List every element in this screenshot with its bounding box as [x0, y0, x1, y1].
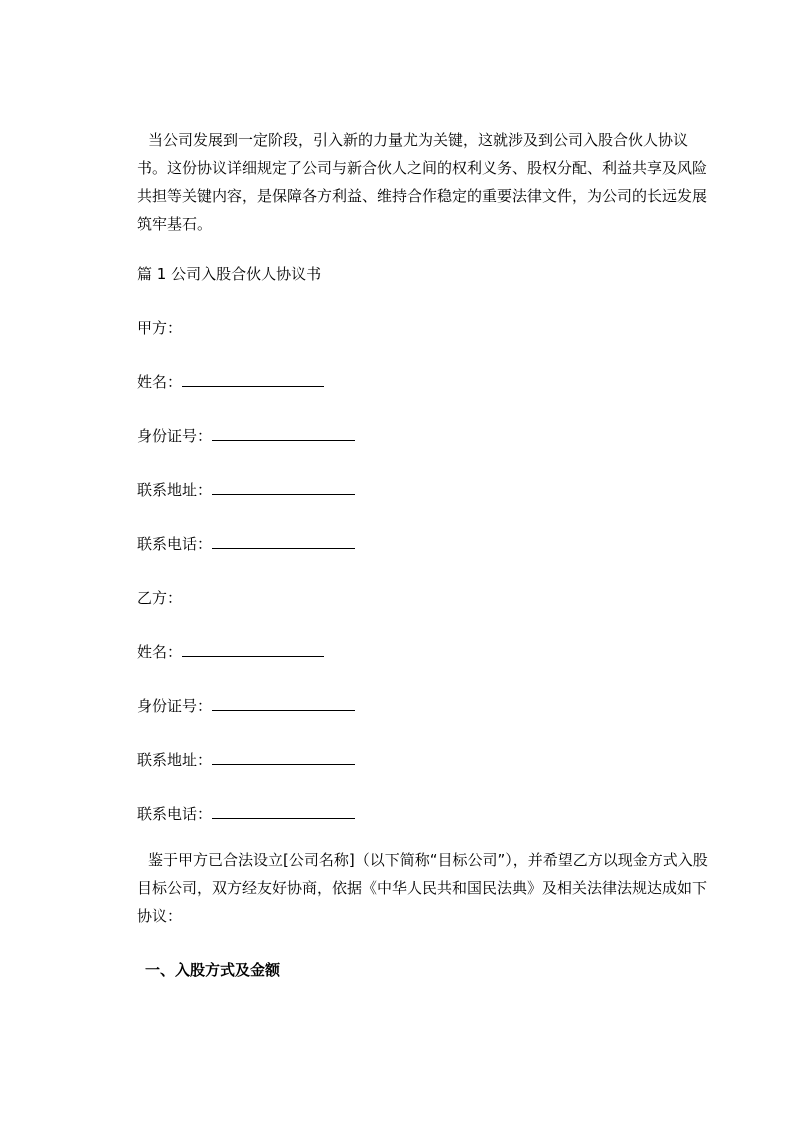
party-b-address-label: 联系地址： — [137, 751, 213, 769]
party-b-name-row — [137, 642, 324, 662]
party-a-address-row — [137, 480, 355, 500]
party-a-name-row — [137, 372, 324, 392]
clause-1-title: 一、入股方式及金额 — [145, 961, 281, 979]
party-b-label: 乙方： — [137, 589, 183, 607]
party-b-id-blank — [212, 696, 355, 711]
party-a-name-blank — [182, 372, 324, 387]
party-a-address-label: 联系地址： — [137, 481, 213, 499]
party-b-phone-row — [137, 804, 355, 824]
party-b-address-row — [137, 750, 355, 770]
party-b-phone-blank — [212, 804, 355, 819]
party-a-phone-row — [137, 534, 355, 554]
party-a-phone-blank — [212, 534, 355, 549]
section-title: 篇 1 公司入股合伙人协议书 — [137, 265, 322, 283]
party-a-id-row — [137, 426, 355, 446]
party-b-phone-label: 联系电话： — [137, 805, 213, 823]
party-a-phone-label: 联系电话： — [137, 535, 213, 553]
party-a-name-label: 姓名： — [137, 373, 183, 391]
party-a-id-blank — [212, 426, 355, 441]
intro-paragraph — [137, 126, 709, 238]
party-a-address-blank — [212, 480, 355, 495]
intro-text: 当公司发展到一定阶段，引入新的力量尤为关键，这就涉及到公司入股合伙人协议书。这份协议详细规定了公司与新合伙人之间的权利义务、股权分配、利益共享及风险共担等关键内容，是保障各方利益、维持合作稳定的重要法律文件，为公司的长远发展筑牢基石。 — [137, 131, 708, 233]
party-b-name-label: 姓名： — [137, 643, 183, 661]
party-b-id-row — [137, 696, 355, 716]
party-a-label: 甲方： — [137, 319, 183, 337]
party-b-id-label: 身份证号： — [137, 697, 213, 715]
party-b-address-blank — [212, 750, 355, 765]
recital-paragraph — [137, 846, 709, 930]
party-b-name-blank — [182, 642, 324, 657]
party-a-id-label: 身份证号： — [137, 427, 213, 445]
recital-text: 鉴于甲方已合法设立[公司名称]（以下简称“目标公司”），并希望乙方以现金方式入股目标公司，双方经友好协商，依据《中华人民共和国民法典》及相关法律法规达成如下协议： — [137, 851, 708, 925]
